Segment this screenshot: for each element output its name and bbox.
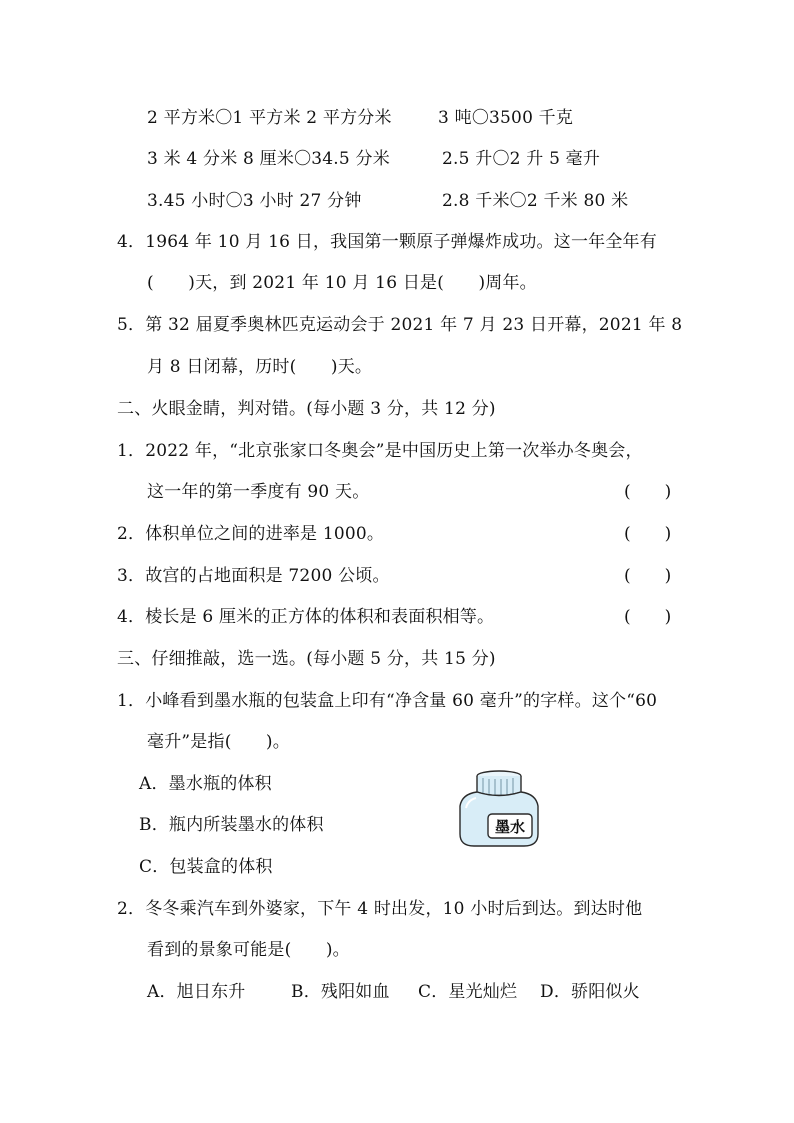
choice-1-option-c[interactable]: C．包装盒的体积 [139,857,273,877]
choice-2-line1: 2．冬冬乘汽车到外婆家，下午 4 时出发，10 小时后到达。到达时他 [117,899,643,919]
compare-right-1: 3 吨〇3500 千克 [438,108,574,128]
choice-2-option-d[interactable]: D．骄阳似火 [540,982,640,1002]
judge-4-text: 4．棱长是 6 厘米的正方体的体积和表面积相等。 [117,607,495,627]
judge-3-text: 3．故宫的占地面积是 7200 公顷。 [117,566,390,586]
choice-1-option-b[interactable]: B．瓶内所装墨水的体积 [139,815,324,835]
choice-2-option-b[interactable]: B．残阳如血 [291,982,390,1002]
question-5-line2: 月 8 日闭幕，历时( )天。 [147,357,373,377]
ink-bottle-body [460,792,538,846]
question-5-line1: 5．第 32 届夏季奥林匹克运动会于 2021 年 7 月 23 日开幕，2021 年 8 [117,315,683,335]
ink-bottle-cap [477,771,521,796]
compare-left-3: 3.45 小时〇3 小时 27 分钟 [147,191,362,211]
choice-2-line2: 看到的景象可能是( )。 [147,940,350,960]
judge-2-text: 2．体积单位之间的进率是 1000。 [117,524,385,544]
judge-1-line1: 1．2022 年，“北京张家口冬奥会”是中国历史上第一次举办冬奥会， [117,441,643,461]
choice-1-option-a[interactable]: A．墨水瓶的体积 [139,774,272,794]
choice-1-line1: 1．小峰看到墨水瓶的包装盒上印有“净含量 60 毫升”的字样。这个“60 [117,691,658,711]
compare-right-2: 2.5 升〇2 升 5 毫升 [442,149,601,169]
choice-1-line2: 毫升”是指( )。 [147,732,290,752]
compare-left-1: 2 平方米〇1 平方米 2 平方分米 [147,108,392,128]
compare-right-3: 2.8 千米〇2 千米 80 米 [442,191,629,211]
compare-left-2: 3 米 4 分米 8 厘米〇34.5 分米 [147,149,390,169]
ink-bottle-label: 墨水 [494,818,526,836]
section-3-heading: 三、仔细推敲，选一选。(每小题 5 分，共 15 分) [117,649,496,669]
section-2-heading: 二、火眼金睛，判对错。(每小题 3 分，共 12 分) [117,399,496,419]
judge-1-line2: 这一年的第一季度有 90 天。 [147,482,370,502]
choice-2-option-c[interactable]: C．星光灿烂 [418,982,518,1002]
judge-2-answer-blank[interactable]: ( ) [624,524,672,544]
question-4-line2: ( )天，到 2021 年 10 月 16 日是( )周年。 [147,273,537,293]
question-4-line1: 4．1964 年 10 月 16 日，我国第一颗原子弹爆炸成功。这一年全年有 [117,232,657,252]
judge-1-answer-blank[interactable]: ( ) [624,482,672,502]
judge-4-answer-blank[interactable]: ( ) [624,607,672,627]
judge-3-answer-blank[interactable]: ( ) [624,566,672,586]
choice-2-option-a[interactable]: A．旭日东升 [147,982,246,1002]
ink-bottle-illustration [454,768,544,848]
